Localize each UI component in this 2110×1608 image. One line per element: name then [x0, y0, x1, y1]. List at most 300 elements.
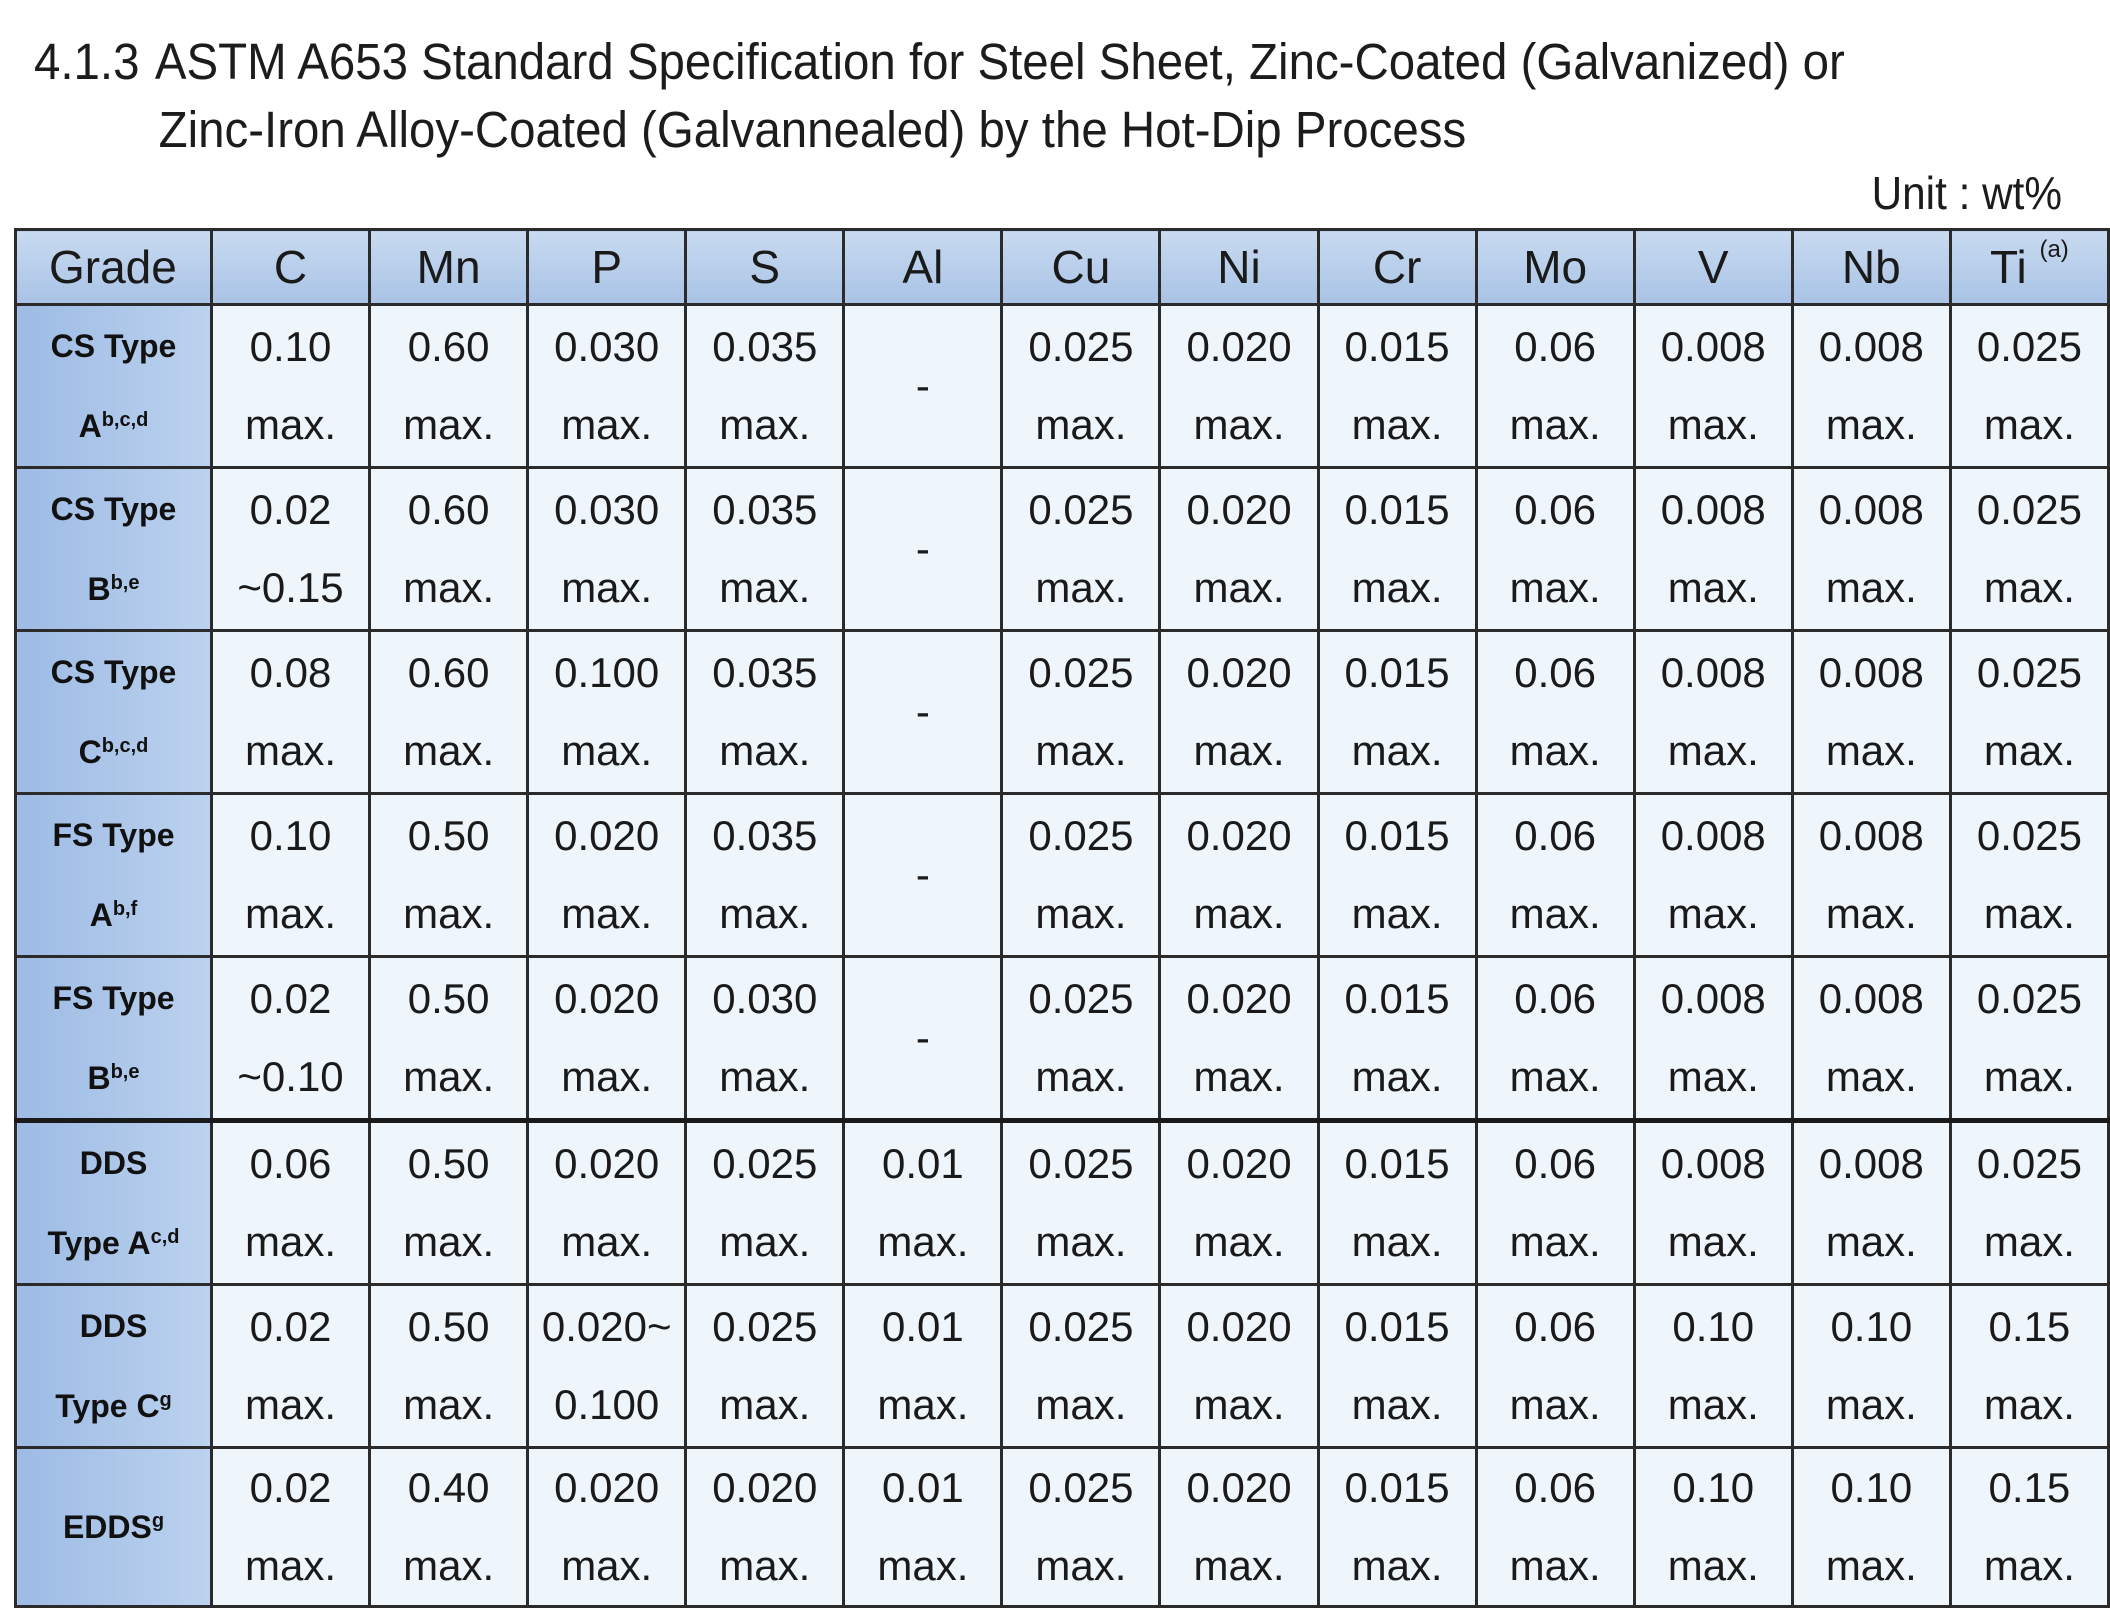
value-cell-mn	[370, 957, 528, 1121]
value-cell-s	[686, 794, 844, 957]
value-main: 0.025	[1976, 975, 2082, 1022]
value-main: 0.06	[1514, 486, 1597, 533]
value-cell-al	[844, 305, 1002, 468]
value-main: 0.10	[1830, 1464, 1913, 1511]
grade-footnotes: c,d	[150, 1226, 180, 1248]
value-qualifier: max.	[719, 1542, 811, 1589]
value-qualifier: max.	[1193, 1053, 1285, 1100]
value-qualifier: max.	[1193, 564, 1285, 611]
value-qualifier: max.	[719, 564, 811, 611]
value-main: 0.008	[1660, 1140, 1766, 1187]
value-cell-s	[686, 631, 844, 794]
page-title	[34, 28, 1845, 164]
value-qualifier: max.	[1351, 890, 1443, 937]
value-cell-v	[1634, 1285, 1792, 1448]
value-cell-s	[686, 957, 844, 1121]
value-main: 0.020~	[541, 1303, 672, 1350]
value-main: 0.008	[1660, 975, 1766, 1022]
value-qualifier: max.	[1035, 401, 1127, 448]
table-row	[16, 631, 2109, 794]
value-main: 0.02	[249, 486, 332, 533]
value-cell-ni	[1160, 468, 1318, 631]
header-c	[212, 230, 370, 305]
value-qualifier: max.	[403, 401, 495, 448]
value-qualifier: max.	[561, 727, 653, 774]
value-main: 0.008	[1818, 649, 1924, 696]
value-cell-cr	[1318, 957, 1476, 1121]
value-cell-al	[844, 468, 1002, 631]
value-cell-c	[212, 631, 370, 794]
value-cell-cr	[1318, 794, 1476, 957]
value-main: 0.035	[712, 649, 818, 696]
value-cell-p	[528, 468, 686, 631]
value-main: 0.06	[1514, 649, 1597, 696]
value-qualifier: max.	[1351, 1218, 1443, 1265]
table-row	[16, 1285, 2109, 1448]
value-qualifier: max.	[561, 1053, 653, 1100]
grade-cell	[16, 1448, 212, 1607]
value-main: 0.50	[407, 812, 490, 859]
value-qualifier: 0.100	[554, 1381, 660, 1428]
value-cell-mn	[370, 468, 528, 631]
value-main: 0.10	[1672, 1464, 1755, 1511]
grade-type	[17, 1038, 210, 1118]
value-qualifier: max.	[245, 1381, 337, 1428]
value-cell-al	[844, 1285, 1002, 1448]
table-row	[16, 468, 2109, 631]
value-main: 0.06	[1514, 812, 1597, 859]
value-qualifier: max.	[1983, 401, 2075, 448]
value-main: -	[915, 362, 930, 409]
value-qualifier: max.	[1667, 564, 1759, 611]
grade-name: CS Type	[50, 491, 177, 527]
value-cell-mo	[1476, 957, 1634, 1121]
value-main: 0.025	[1976, 649, 2082, 696]
value-main: 0.008	[1660, 486, 1766, 533]
value-qualifier: max.	[1825, 1053, 1917, 1100]
value-qualifier: max.	[1193, 1218, 1285, 1265]
value-qualifier: max.	[877, 1218, 969, 1265]
value-cell-ni	[1160, 794, 1318, 957]
value-cell-v	[1634, 305, 1792, 468]
value-qualifier: max.	[1193, 727, 1285, 774]
value-qualifier: max.	[1351, 1053, 1443, 1100]
value-cell-nb	[1792, 1448, 1950, 1607]
value-main: 0.60	[407, 649, 490, 696]
value-qualifier: max.	[245, 1218, 337, 1265]
table-body	[16, 305, 2109, 1607]
header-label: Mo	[1523, 241, 1588, 293]
value-cell-cu	[1002, 631, 1160, 794]
value-cell-p	[528, 1448, 686, 1607]
header-mn	[370, 230, 528, 305]
grade-cell	[16, 1285, 212, 1448]
value-main: 0.50	[407, 1140, 490, 1187]
value-qualifier: max.	[561, 890, 653, 937]
value-cell-al	[844, 631, 1002, 794]
value-cell-nb	[1792, 1121, 1950, 1285]
value-qualifier: max.	[1983, 727, 2075, 774]
grade-footnotes: g	[159, 1389, 172, 1411]
value-main: 0.60	[407, 323, 490, 370]
header-nb	[1792, 230, 1950, 305]
header-al	[844, 230, 1002, 305]
value-qualifier: max.	[561, 564, 653, 611]
value-main: 0.020	[554, 975, 660, 1022]
value-cell-ni	[1160, 1285, 1318, 1448]
value-main: 0.008	[1818, 812, 1924, 859]
value-cell-ti	[1950, 1448, 2108, 1607]
value-qualifier: max.	[245, 1542, 337, 1589]
grade-type-text: EDDS	[62, 1509, 152, 1545]
value-main: 0.020	[1186, 812, 1292, 859]
value-main: 0.025	[712, 1140, 818, 1187]
grade-name: CS Type	[50, 654, 177, 690]
value-main: 0.020	[1186, 1464, 1292, 1511]
grade-cell	[16, 1121, 212, 1285]
value-cell-nb	[1792, 468, 1950, 631]
value-main: 0.025	[1028, 323, 1134, 370]
value-cell-ti	[1950, 468, 2108, 631]
value-qualifier: max.	[1983, 1381, 2075, 1428]
value-cell-mn	[370, 1121, 528, 1285]
grade-footnotes: b,c,d	[101, 735, 149, 757]
grade-cell	[16, 957, 212, 1121]
value-cell-cu	[1002, 468, 1160, 631]
header-p	[528, 230, 686, 305]
table-row	[16, 957, 2109, 1121]
value-cell-cu	[1002, 1448, 1160, 1607]
value-cell-ti	[1950, 631, 2108, 794]
header-grade: Grade	[16, 230, 212, 305]
grade-type	[17, 875, 210, 955]
value-qualifier: max.	[1193, 1381, 1285, 1428]
value-qualifier: max.	[1667, 1218, 1759, 1265]
value-main: 0.02	[249, 975, 332, 1022]
grade-name: DDS	[79, 1145, 148, 1181]
value-qualifier: max.	[1351, 401, 1443, 448]
value-qualifier: max.	[245, 401, 337, 448]
value-cell-mo	[1476, 794, 1634, 957]
title-line-1	[34, 28, 1845, 96]
value-main: 0.025	[1028, 1303, 1134, 1350]
value-qualifier: max.	[719, 1053, 811, 1100]
grade-type	[17, 1487, 210, 1567]
value-main: 0.025	[1028, 649, 1134, 696]
value-main: 0.025	[1976, 812, 2082, 859]
value-main: 0.025	[1976, 323, 2082, 370]
value-cell-cr	[1318, 631, 1476, 794]
value-main: 0.020	[554, 1464, 660, 1511]
value-cell-ni	[1160, 957, 1318, 1121]
value-main: 0.025	[1028, 1464, 1134, 1511]
value-cell-p	[528, 305, 686, 468]
header-label: Mn	[416, 241, 481, 293]
value-qualifier: max.	[877, 1542, 969, 1589]
value-cell-p	[528, 794, 686, 957]
header-label: Cr	[1372, 241, 1422, 293]
value-qualifier: max.	[403, 727, 495, 774]
value-cell-p	[528, 957, 686, 1121]
value-main: 0.008	[1818, 1140, 1924, 1187]
value-cell-cu	[1002, 1121, 1160, 1285]
value-main: 0.025	[1028, 1140, 1134, 1187]
value-qualifier: max.	[1351, 564, 1443, 611]
value-qualifier: max.	[1509, 890, 1601, 937]
value-main: 0.008	[1660, 323, 1766, 370]
value-cell-p	[528, 1285, 686, 1448]
value-qualifier: max.	[245, 727, 337, 774]
grade-type-text: C	[78, 734, 102, 770]
value-cell-v	[1634, 631, 1792, 794]
header-ni	[1160, 230, 1318, 305]
value-main: 0.035	[712, 323, 818, 370]
value-qualifier: max.	[403, 890, 495, 937]
value-qualifier: max.	[1035, 1542, 1127, 1589]
value-main: 0.015	[1344, 975, 1450, 1022]
value-qualifier: max.	[1351, 1542, 1443, 1589]
value-qualifier: max.	[1035, 1381, 1127, 1428]
value-cell-c	[212, 1121, 370, 1285]
value-cell-c	[212, 305, 370, 468]
value-cell-c	[212, 794, 370, 957]
grade-type	[17, 712, 210, 792]
value-cell-ni	[1160, 305, 1318, 468]
header-v	[1634, 230, 1792, 305]
value-main: 0.50	[407, 975, 490, 1022]
value-main: 0.020	[554, 812, 660, 859]
value-cell-c	[212, 957, 370, 1121]
value-main: 0.50	[407, 1303, 490, 1350]
value-qualifier: max.	[245, 890, 337, 937]
value-main: 0.025	[1028, 975, 1134, 1022]
value-cell-al	[844, 1448, 1002, 1607]
value-main: 0.020	[1186, 649, 1292, 696]
value-cell-cu	[1002, 957, 1160, 1121]
value-qualifier: max.	[1193, 401, 1285, 448]
value-qualifier: max.	[1509, 401, 1601, 448]
unit-label: Unit : wt%	[1871, 167, 2062, 219]
value-cell-s	[686, 1121, 844, 1285]
value-main: -	[915, 525, 930, 572]
value-main: 0.020	[1186, 486, 1292, 533]
value-main: 0.06	[1514, 1464, 1597, 1511]
table-row	[16, 1121, 2109, 1285]
value-cell-ti	[1950, 1285, 2108, 1448]
value-main: 0.008	[1818, 486, 1924, 533]
value-qualifier: max.	[1035, 727, 1127, 774]
grade-type-text: A	[78, 408, 102, 444]
value-qualifier: max.	[1667, 727, 1759, 774]
value-main: 0.020	[1186, 323, 1292, 370]
section-number: 4.1.3	[34, 33, 140, 90]
grade-footnotes: b,f	[112, 898, 138, 920]
value-qualifier: max.	[1509, 564, 1601, 611]
value-main: 0.10	[1830, 1303, 1913, 1350]
value-qualifier: max.	[1825, 1542, 1917, 1589]
value-main: 0.06	[1514, 323, 1597, 370]
value-main: 0.60	[407, 486, 490, 533]
value-cell-v	[1634, 1121, 1792, 1285]
header-label: Ti	[1990, 241, 2027, 293]
value-cell-nb	[1792, 1285, 1950, 1448]
value-qualifier: max.	[1983, 564, 2075, 611]
value-qualifier: max.	[1193, 1542, 1285, 1589]
value-cell-cu	[1002, 794, 1160, 957]
value-main: 0.025	[1028, 812, 1134, 859]
value-qualifier: max.	[719, 890, 811, 937]
value-main: 0.030	[554, 323, 660, 370]
value-cell-s	[686, 468, 844, 631]
title-line-2: Zinc-Iron Alloy-Coated (Galvannealed) by the Hot-Dip Process	[158, 101, 1467, 158]
value-cell-ti	[1950, 1121, 2108, 1285]
header-label: P	[591, 241, 623, 293]
header-label: Cu	[1051, 241, 1111, 293]
value-qualifier: max.	[403, 1381, 495, 1428]
value-cell-mo	[1476, 631, 1634, 794]
value-main: -	[915, 851, 930, 898]
value-main: 0.015	[1344, 1303, 1450, 1350]
value-qualifier: max.	[1825, 1218, 1917, 1265]
value-qualifier: max.	[561, 1542, 653, 1589]
value-main: 0.025	[712, 1303, 818, 1350]
grade-name: CS Type	[50, 328, 177, 364]
table-row	[16, 794, 2109, 957]
value-main: 0.10	[249, 323, 332, 370]
value-qualifier: max.	[719, 1218, 811, 1265]
value-qualifier: max.	[1509, 1542, 1601, 1589]
value-qualifier: max.	[403, 1218, 495, 1265]
value-qualifier: max.	[403, 1542, 495, 1589]
value-main: 0.02	[249, 1464, 332, 1511]
value-main: 0.025	[1976, 486, 2082, 533]
grade-type	[17, 549, 210, 629]
value-main: 0.015	[1344, 1140, 1450, 1187]
value-cell-cr	[1318, 1285, 1476, 1448]
value-qualifier: max.	[1351, 727, 1443, 774]
table-header	[16, 230, 2109, 305]
value-main: 0.008	[1818, 975, 1924, 1022]
value-cell-c	[212, 1448, 370, 1607]
value-main: 0.025	[1028, 486, 1134, 533]
header-s	[686, 230, 844, 305]
value-cell-nb	[1792, 631, 1950, 794]
grade-type-text: Type A	[47, 1225, 151, 1261]
grade-type-text: B	[87, 571, 111, 607]
value-cell-c	[212, 1285, 370, 1448]
value-main: 0.02	[249, 1303, 332, 1350]
grade-footnotes: g	[151, 1510, 165, 1532]
value-qualifier: ~0.10	[237, 1053, 344, 1100]
value-main: 0.030	[712, 975, 818, 1022]
value-main: 0.01	[881, 1303, 964, 1350]
value-qualifier: max.	[1035, 564, 1127, 611]
grade-type-text: Type C	[55, 1388, 160, 1424]
value-cell-mo	[1476, 1121, 1634, 1285]
value-qualifier: max.	[877, 1381, 969, 1428]
value-qualifier: max.	[1667, 1053, 1759, 1100]
value-qualifier: max.	[1351, 1381, 1443, 1428]
value-cell-cu	[1002, 1285, 1160, 1448]
value-main: 0.015	[1344, 323, 1450, 370]
value-main: 0.020	[1186, 975, 1292, 1022]
value-qualifier: max.	[1983, 890, 2075, 937]
grade-footnotes: b,e	[110, 1061, 140, 1083]
value-main: 0.008	[1818, 323, 1924, 370]
value-cell-nb	[1792, 305, 1950, 468]
value-qualifier: max.	[1509, 727, 1601, 774]
grade-type	[17, 386, 210, 466]
value-qualifier: max.	[1035, 1053, 1127, 1100]
value-main: 0.035	[712, 812, 818, 859]
composition-table	[14, 228, 2110, 1608]
value-cell-ti	[1950, 794, 2108, 957]
value-cell-mo	[1476, 305, 1634, 468]
value-qualifier: max.	[1825, 1381, 1917, 1428]
value-main: 0.40	[407, 1464, 490, 1511]
grade-type	[17, 1203, 210, 1283]
value-cell-nb	[1792, 957, 1950, 1121]
value-cell-al	[844, 957, 1002, 1121]
value-main: 0.01	[881, 1464, 964, 1511]
value-cell-v	[1634, 794, 1792, 957]
grade-type-text: B	[87, 1060, 111, 1096]
value-cell-ni	[1160, 1448, 1318, 1607]
value-qualifier: max.	[403, 1053, 495, 1100]
value-cell-nb	[1792, 794, 1950, 957]
grade-name: FS Type	[52, 817, 175, 853]
value-qualifier: max.	[1193, 890, 1285, 937]
value-main: 0.020	[1186, 1140, 1292, 1187]
value-cell-p	[528, 631, 686, 794]
value-main: 0.15	[1988, 1464, 2071, 1511]
value-main: 0.06	[1514, 1303, 1597, 1350]
value-cell-al	[844, 1121, 1002, 1285]
grade-type	[17, 1366, 210, 1446]
value-cell-mo	[1476, 468, 1634, 631]
value-cell-s	[686, 1285, 844, 1448]
grade-name: FS Type	[52, 980, 175, 1016]
value-cell-mn	[370, 631, 528, 794]
value-main: 0.06	[1514, 1140, 1597, 1187]
value-qualifier: max.	[561, 401, 653, 448]
value-cell-cr	[1318, 305, 1476, 468]
value-cell-mn	[370, 1448, 528, 1607]
value-cell-ni	[1160, 631, 1318, 794]
value-cell-c	[212, 468, 370, 631]
header-label: Nb	[1841, 241, 1901, 293]
value-cell-ti	[1950, 305, 2108, 468]
value-main: 0.06	[1514, 975, 1597, 1022]
value-cell-s	[686, 1448, 844, 1607]
value-main: 0.020	[712, 1464, 818, 1511]
value-qualifier: max.	[1825, 890, 1917, 937]
title-text-1: ASTM A653 Standard Specification for Steel Sheet, Zinc-Coated (Galvanized) or	[154, 33, 1845, 90]
value-main: 0.08	[249, 649, 332, 696]
value-qualifier: max.	[1983, 1218, 2075, 1265]
value-main: 0.10	[1672, 1303, 1755, 1350]
value-qualifier: ~0.15	[237, 564, 344, 611]
value-qualifier: max.	[1035, 890, 1127, 937]
value-cell-cr	[1318, 1121, 1476, 1285]
value-cell-cu	[1002, 305, 1160, 468]
value-qualifier: max.	[1825, 401, 1917, 448]
value-main: 0.020	[554, 1140, 660, 1187]
header-cr	[1318, 230, 1476, 305]
value-main: 0.008	[1660, 649, 1766, 696]
value-main: -	[915, 1014, 930, 1061]
value-cell-mn	[370, 794, 528, 957]
